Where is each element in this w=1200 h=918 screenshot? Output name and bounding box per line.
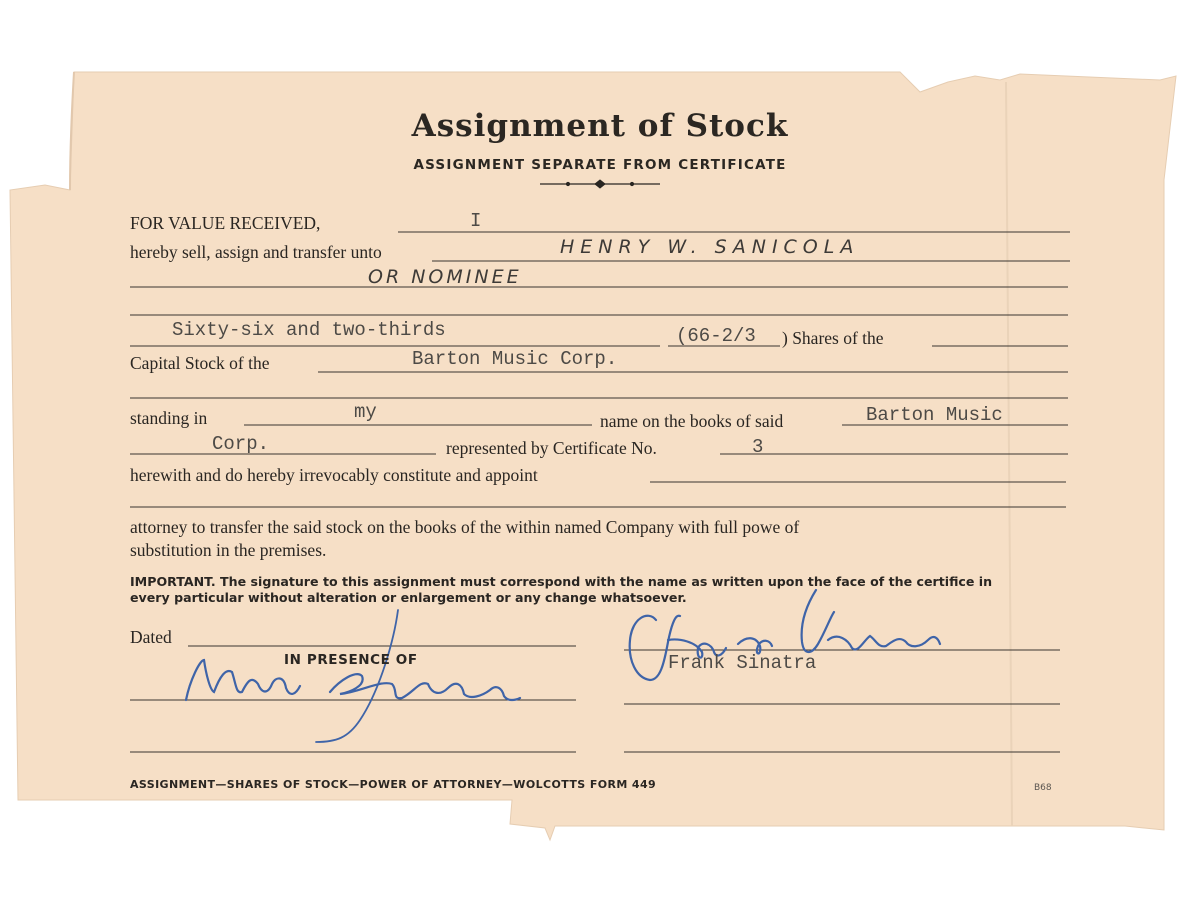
books-company-line-2: Corp.	[212, 433, 270, 455]
represented-by-label: represented by Certificate No.	[446, 438, 657, 458]
share-number-value: (66-2/3	[676, 325, 756, 347]
certificate-number-value: 3	[752, 436, 764, 458]
important-notice-line-1	[130, 574, 992, 589]
for-value-received-label: FOR VALUE RECEIVED,	[130, 213, 321, 233]
form-code: B68	[1034, 783, 1052, 793]
form-footer: ASSIGNMENT—SHARES OF STOCK—POWER OF ATTORNEY—WOLCOTTS FORM 449	[130, 778, 657, 791]
standing-value: my	[354, 401, 377, 423]
books-company-line-1: Barton Music	[866, 404, 1003, 426]
important-text: The signature to this assignment must correspond with the name as written upon the face of the certifice in	[220, 574, 993, 589]
capital-stock-label: Capital Stock of the	[130, 353, 270, 373]
in-presence-of-label: IN PRESENCE OF	[284, 652, 418, 668]
name-on-books-label: name on the books of said	[600, 411, 784, 431]
share-words-value: Sixty-six and two-thirds	[172, 319, 446, 341]
sell-assign-transfer-label: hereby sell, assign and transfer unto	[130, 242, 382, 262]
standing-in-label: standing in	[130, 408, 208, 428]
company-value: Barton Music Corp.	[412, 348, 618, 370]
assignor-value: I	[470, 210, 482, 232]
shares-of-the-label: ) Shares of the	[782, 328, 884, 348]
assignee-line-2: OR NOMINEE	[368, 266, 522, 288]
form-subtitle: ASSIGNMENT SEPARATE FROM CERTIFICATE	[413, 157, 787, 173]
important-notice-line-2: every particular without alteration or enlargement or any change whatsoever.	[130, 590, 687, 605]
dated-label: Dated	[130, 627, 172, 647]
important-label: IMPORTANT.	[130, 574, 216, 589]
herewith-label: herewith and do hereby irrevocably constitute and appoint	[130, 465, 538, 485]
attorney-text: attorney to transfer the said stock on the books of the within named Company with full powe of	[130, 517, 800, 537]
assignee-line-1: HENRY W. SANICOLA	[560, 236, 860, 258]
signer-typed-name: Frank Sinatra	[668, 652, 817, 674]
form-title: Assignment of Stock	[411, 108, 789, 144]
substitution-text: substitution in the premises.	[130, 540, 327, 560]
